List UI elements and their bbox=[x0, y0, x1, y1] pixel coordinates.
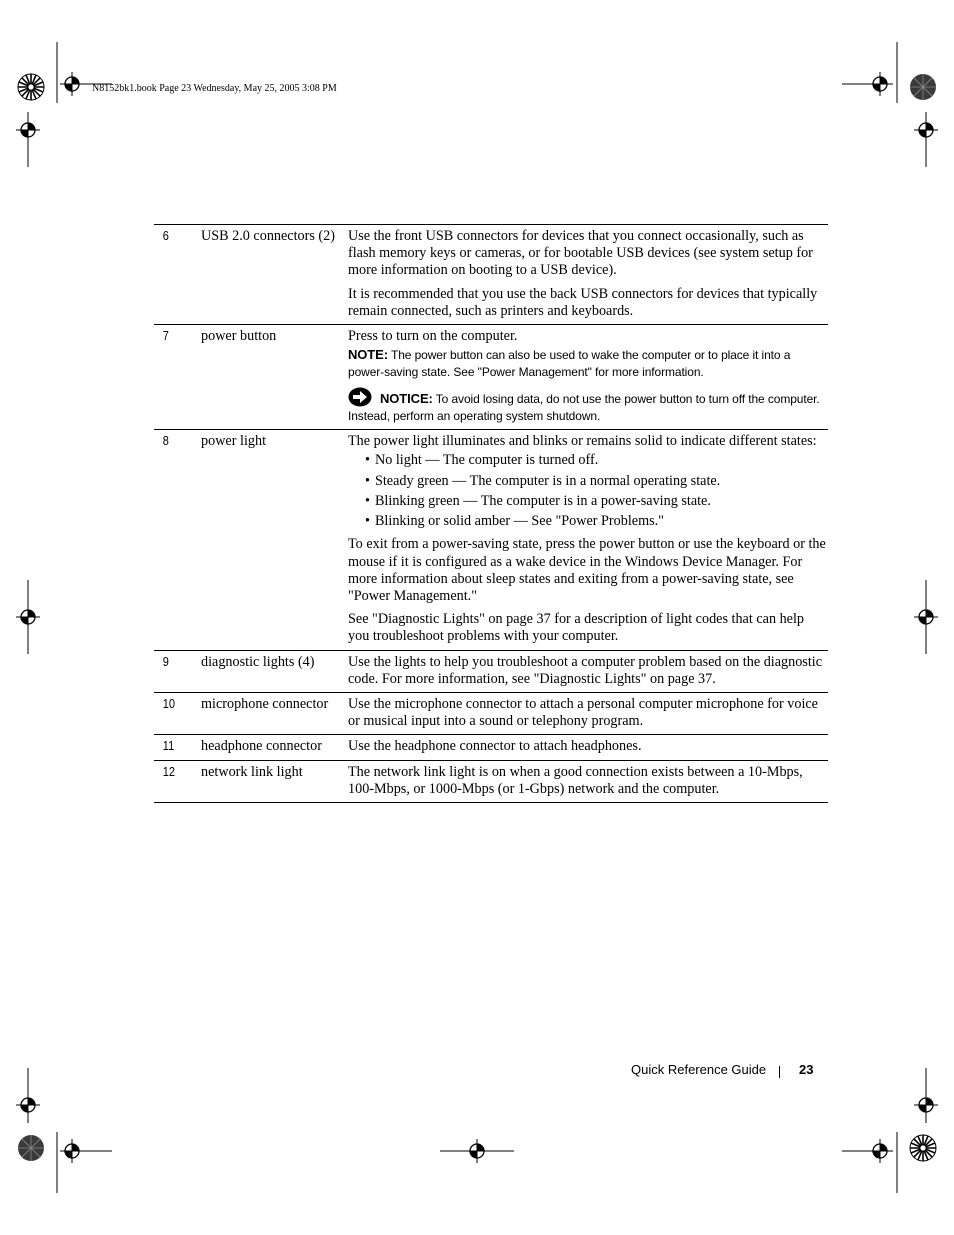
item-number: 11 bbox=[162, 739, 175, 754]
item-description bbox=[348, 760, 828, 802]
table-row bbox=[154, 650, 828, 692]
description-paragraph: Use the front USB connectors for devices that you connect occasionally, such as flash memory keys or cameras, or for bootable USB devices (see system setup for more information on booting to a USB device). bbox=[348, 228, 813, 279]
table-row bbox=[154, 225, 828, 325]
list-item: • Steady green — The computer is in a normal operating state. bbox=[365, 473, 826, 490]
description-paragraph: The power light illuminates and blinks or remains solid to indicate different states: bbox=[348, 433, 817, 450]
note-block bbox=[348, 346, 826, 381]
table-row bbox=[154, 760, 828, 802]
description-paragraph: The network link light is on when a good connection exists between a 10-Mbps, 100-Mbps, or 1000-Mbps (or 1-Gbps) network and the computer. bbox=[348, 763, 803, 797]
item-number: 10 bbox=[162, 696, 176, 711]
item-number: 6 bbox=[162, 229, 169, 243]
item-description bbox=[348, 430, 828, 650]
item-number: 9 bbox=[162, 654, 169, 669]
notice-text: To avoid losing data, do not use the power button to turn off the computer. Instead, perform an operating system shutdown. bbox=[348, 392, 820, 424]
notice-arrow-icon bbox=[348, 387, 372, 407]
table-row bbox=[154, 692, 828, 734]
list-item: • No light — The computer is turned off. bbox=[365, 452, 826, 469]
item-number: 8 bbox=[162, 434, 169, 449]
notice-label: NOTICE: bbox=[380, 391, 433, 407]
item-description bbox=[348, 650, 828, 692]
description-paragraph: Press to turn on the computer. bbox=[348, 328, 518, 345]
table-row bbox=[154, 325, 828, 430]
state-list bbox=[348, 452, 826, 530]
item-name: microphone connector bbox=[201, 695, 329, 712]
table-row bbox=[154, 735, 828, 760]
description-paragraph: To exit from a power-saving state, press the power button or use the keyboard or the mouse if it is configured as a wake device in the Windows Device Manager. For more information about sleep states and exiting from a power-saving state, see "Power Management." bbox=[348, 536, 826, 604]
item-description bbox=[348, 692, 828, 734]
item-name: headphone connector bbox=[201, 738, 322, 755]
item-name: power button bbox=[201, 328, 277, 345]
color-wheel-icon bbox=[18, 74, 44, 100]
item-name: power light bbox=[201, 433, 267, 450]
item-description bbox=[348, 225, 828, 325]
item-description bbox=[348, 735, 828, 760]
footer-guide-title: Quick Reference Guide bbox=[631, 1062, 767, 1077]
description-paragraph: Use the headphone connector to attach headphones. bbox=[348, 738, 642, 755]
note-label: NOTE: bbox=[348, 347, 388, 363]
table-row bbox=[154, 430, 828, 650]
description-paragraph: See "Diagnostic Lights" on page 37 for a description of light codes that can help you troubleshoot problems with your computer. bbox=[348, 611, 805, 645]
page-number: 23 bbox=[799, 1062, 814, 1077]
note-text: The power button can also be used to wake the computer or to place it into a power-saving state. See "Power Management" for more information. bbox=[348, 348, 791, 380]
list-item: • Blinking green — The computer is in a power-saving state. bbox=[365, 493, 826, 510]
description-paragraph: Use the lights to help you troubleshoot a computer problem based on the diagnostic code. For more information, see "Diagnostic Lights" on page 37. bbox=[348, 653, 823, 687]
description-paragraph: Use the microphone connector to attach a personal computer microphone for voice or musical input into a sound or telephony program. bbox=[348, 695, 818, 730]
notice-block bbox=[348, 387, 826, 425]
description-paragraph: It is recommended that you use the back USB connectors for devices that typically remain connected, such as printers and keyboards. bbox=[348, 285, 818, 319]
footer-separator bbox=[779, 1066, 780, 1078]
item-number: 7 bbox=[162, 329, 169, 344]
item-name: diagnostic lights (4) bbox=[201, 653, 315, 670]
item-name: network link light bbox=[201, 763, 303, 780]
connector-description-table bbox=[154, 224, 828, 803]
item-description bbox=[348, 325, 828, 430]
item-name: USB 2.0 connectors (2) bbox=[201, 228, 335, 244]
list-item: • Blinking or solid amber — See "Power Problems." bbox=[365, 513, 826, 530]
print-slug: N8152bk1.book Page 23 Wednesday, May 25, 2005 3:08 PM bbox=[92, 83, 337, 94]
item-number: 12 bbox=[162, 764, 176, 779]
